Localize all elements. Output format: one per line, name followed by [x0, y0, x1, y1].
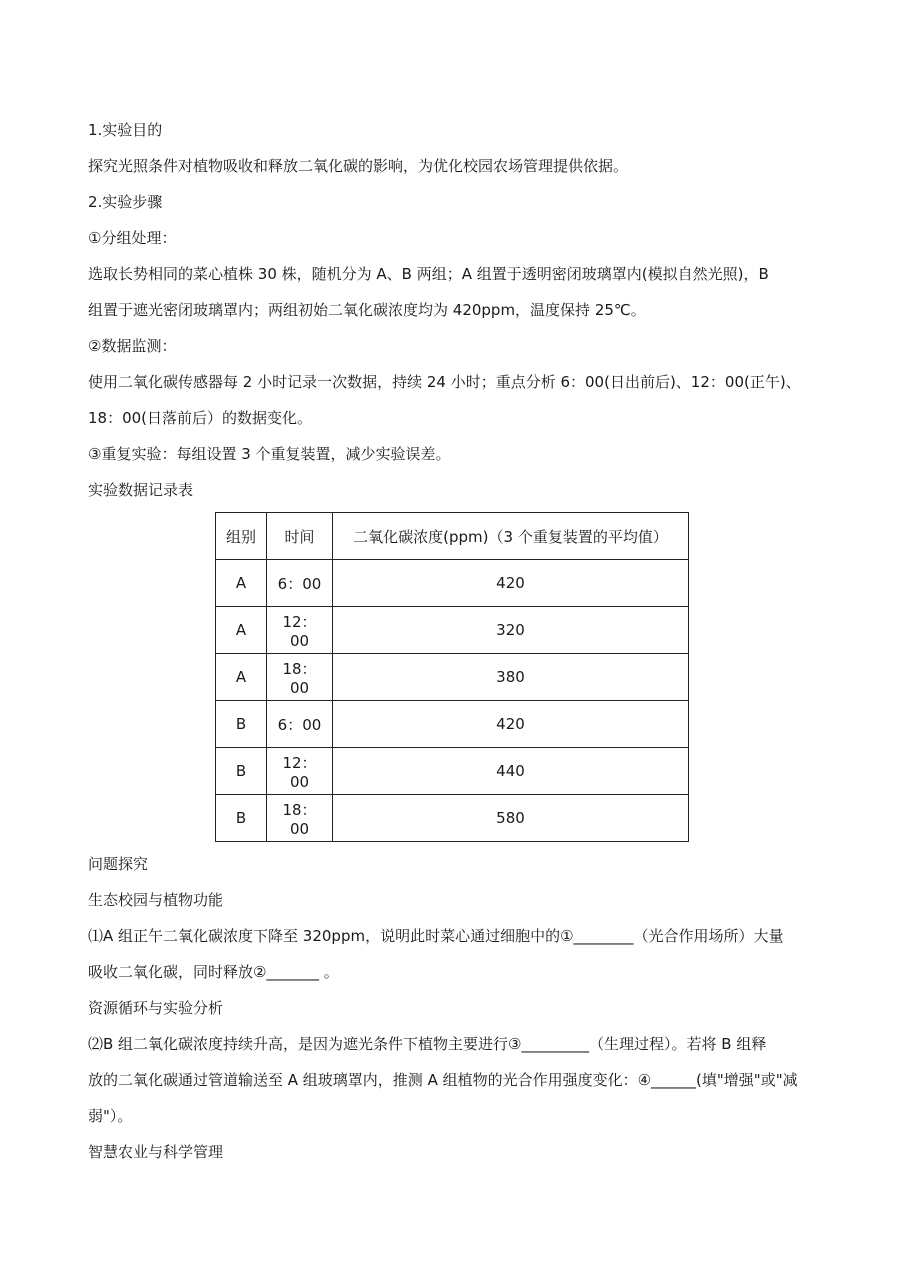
question-2-line-2: 放的二氧化碳通过管道输送至 A 组玻璃罩内，推测 A 组植物的光合作用强度变化：④______(填"增强"或"减 [88, 1071, 798, 1089]
section-1-text: 探究光照条件对植物吸收和释放二氧化碳的影响，为优化校园农场管理提供依据。 [88, 157, 629, 175]
cell-co2: 580 [333, 795, 689, 842]
cell-time: 18：00 [267, 795, 333, 842]
table-row [216, 654, 689, 701]
cell-group: B [216, 795, 267, 842]
step-1-line-2: 组置于遮光密闭玻璃罩内；两组初始二氧化碳浓度均为 420ppm，温度保持 25℃。 [88, 301, 646, 319]
cell-co2: 440 [333, 748, 689, 795]
cell-group: B [216, 701, 267, 748]
cell-co2: 420 [333, 701, 689, 748]
table-header-row [216, 513, 689, 560]
step-1-line-1: 选取长势相同的菜心植株 30 株，随机分为 A、B 两组；A 组置于透明密闭玻璃罩内(模拟自然光照)，B [88, 265, 769, 283]
section-1-heading: 1.实验目的 [88, 121, 163, 139]
cell-time: 12：00 [267, 607, 333, 654]
topic-2-heading: 资源循环与实验分析 [88, 999, 224, 1017]
cell-group: A [216, 560, 267, 607]
step-1-title: ①分组处理： [88, 229, 177, 247]
step-2-title: ②数据监测： [88, 337, 177, 355]
cell-co2: 420 [333, 560, 689, 607]
table-caption: 实验数据记录表 [88, 481, 194, 499]
section-2-heading: 2.实验步骤 [88, 193, 163, 211]
questions-heading: 问题探究 [88, 855, 149, 873]
cell-group: A [216, 607, 267, 654]
step-3: ③重复实验：每组设置 3 个重复装置，减少实验误差。 [88, 445, 451, 463]
cell-group: B [216, 748, 267, 795]
cell-co2: 380 [333, 654, 689, 701]
question-2-line-1: ⑵B 组二氧化碳浓度持续升高，是因为遮光条件下植物主要进行③_________（生理过程）。若将 B 组释 [88, 1035, 767, 1053]
cell-co2: 320 [333, 607, 689, 654]
topic-3-heading: 智慧农业与科学管理 [88, 1143, 224, 1161]
topic-1-heading: 生态校园与植物功能 [88, 891, 224, 909]
cell-group: A [216, 654, 267, 701]
table-row [216, 560, 689, 607]
cell-time: 18：00 [267, 654, 333, 701]
cell-time: 6：00 [267, 701, 333, 748]
table-row [216, 607, 689, 654]
header-time: 时间 [267, 513, 333, 560]
step-2-line-2: 18：00(日落前后）的数据变化。 [88, 409, 313, 427]
table-row [216, 795, 689, 842]
document-page [88, 112, 823, 1170]
table-row [216, 701, 689, 748]
cell-time: 6：00 [267, 560, 333, 607]
data-table-container [215, 512, 823, 842]
question-1-line-1: ⑴A 组正午二氧化碳浓度下降至 320ppm，说明此时菜心通过细胞中的①________（光合作用场所）大量 [88, 927, 784, 945]
cell-time: 12：00 [267, 748, 333, 795]
step-2-line-1: 使用二氧化碳传感器每 2 小时记录一次数据，持续 24 小时；重点分析 6：00(日出前后)、12：00(正午)、 [88, 373, 801, 391]
header-co2: 二氧化碳浓度(ppm)（3 个重复装置的平均值） [333, 513, 689, 560]
question-1-line-2: 吸收二氧化碳，同时释放②_______ 。 [88, 963, 339, 981]
data-table [215, 512, 689, 842]
header-group: 组别 [216, 513, 267, 560]
question-2-line-3: 弱"）。 [88, 1107, 133, 1125]
table-row [216, 748, 689, 795]
